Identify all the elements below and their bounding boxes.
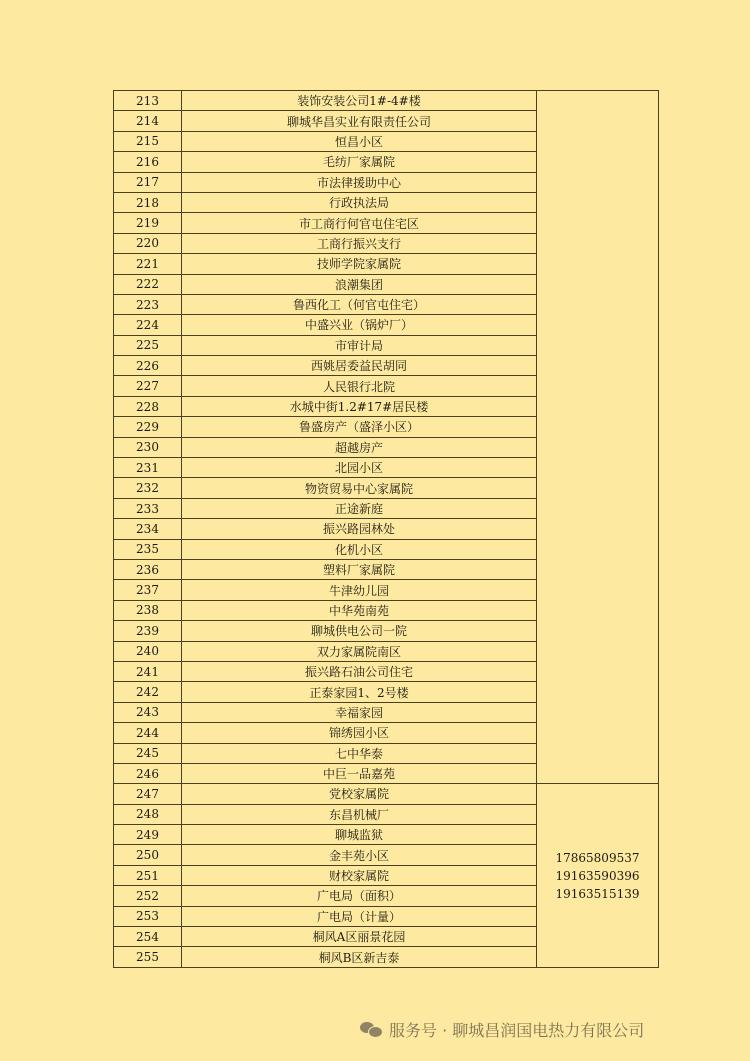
row-number: 230 [114,437,182,457]
unit-name: 市法律援助中心 [182,172,537,192]
row-number: 232 [114,478,182,498]
unit-name: 聊城华昌实业有限责任公司 [182,111,537,131]
wechat-icon [360,1020,382,1038]
unit-name: 正途新庭 [182,498,537,518]
row-number: 240 [114,641,182,661]
unit-name: 幸福家园 [182,702,537,722]
unit-name: 鲁盛房产（盛泽小区） [182,417,537,437]
unit-name: 市工商行何官屯住宅区 [182,213,537,233]
row-number: 226 [114,356,182,376]
table-row [114,784,659,804]
row-number: 247 [114,784,182,804]
unit-name: 振兴路园林处 [182,519,537,539]
unit-name: 超越房产 [182,437,537,457]
contact-cell-group-1 [537,91,659,784]
row-number: 227 [114,376,182,396]
row-number: 224 [114,315,182,335]
unit-name: 行政执法局 [182,192,537,212]
unit-name: 技师学院家属院 [182,254,537,274]
row-number: 216 [114,152,182,172]
unit-name: 人民银行北院 [182,376,537,396]
row-number: 228 [114,396,182,416]
row-number: 217 [114,172,182,192]
unit-name: 工商行振兴支行 [182,233,537,253]
unit-name: 财校家属院 [182,865,537,885]
unit-name: 市审计局 [182,335,537,355]
row-number: 213 [114,91,182,111]
heating-units-table [113,90,659,968]
unit-name: 广电局（计量） [182,906,537,926]
row-number: 236 [114,559,182,579]
unit-name: 聊城监狱 [182,825,537,845]
row-number: 246 [114,763,182,783]
row-number: 245 [114,743,182,763]
unit-name: 中巨一品嘉苑 [182,763,537,783]
unit-name: 中华苑南苑 [182,600,537,620]
unit-name: 恒昌小区 [182,131,537,151]
phone-number: 19163515139 [555,886,640,901]
row-number: 250 [114,845,182,865]
phone-number: 19163590396 [555,868,640,883]
row-number: 238 [114,600,182,620]
row-number: 243 [114,702,182,722]
row-number: 225 [114,335,182,355]
row-number: 242 [114,682,182,702]
row-number: 239 [114,621,182,641]
row-number: 235 [114,539,182,559]
row-number: 248 [114,804,182,824]
row-number: 222 [114,274,182,294]
contact-cell-group-2 [537,784,659,968]
unit-name: 浪潮集团 [182,274,537,294]
unit-name: 装饰安装公司1#-4#楼 [182,91,537,111]
unit-name: 七中华泰 [182,743,537,763]
unit-name: 双力家属院南区 [182,641,537,661]
table-row [114,91,659,111]
unit-name: 振兴路石油公司住宅 [182,661,537,681]
unit-name: 牛津幼儿园 [182,580,537,600]
unit-name: 塑料厂家属院 [182,559,537,579]
unit-name: 聊城供电公司一院 [182,621,537,641]
unit-name: 金丰苑小区 [182,845,537,865]
unit-name: 西姚居委益民胡同 [182,356,537,376]
footer-brand [360,1016,644,1042]
row-number: 219 [114,213,182,233]
row-number: 223 [114,294,182,314]
unit-name: 党校家属院 [182,784,537,804]
unit-name: 锦绣园小区 [182,723,537,743]
unit-name: 化机小区 [182,539,537,559]
row-number: 241 [114,661,182,681]
row-number: 251 [114,865,182,885]
unit-name: 物资贸易中心家属院 [182,478,537,498]
row-number: 229 [114,417,182,437]
row-number: 215 [114,131,182,151]
row-number: 218 [114,192,182,212]
row-number: 231 [114,458,182,478]
row-number: 252 [114,886,182,906]
unit-name: 鲁西化工（何官屯住宅） [182,294,537,314]
row-number: 233 [114,498,182,518]
unit-name: 桐风A区丽景花园 [182,927,537,947]
row-number: 237 [114,580,182,600]
unit-name: 东昌机械厂 [182,804,537,824]
row-number: 244 [114,723,182,743]
row-number: 249 [114,825,182,845]
unit-name: 广电局（面积） [182,886,537,906]
unit-name: 毛纺厂家属院 [182,152,537,172]
row-number: 254 [114,927,182,947]
footer-text: 服务号 · 聊城昌润国电热力有限公司 [389,1020,645,1040]
unit-name: 水城中街1.2#17#居民楼 [182,396,537,416]
row-number: 255 [114,947,182,967]
row-number: 214 [114,111,182,131]
row-number: 253 [114,906,182,926]
unit-name: 中盛兴业（锅炉厂） [182,315,537,335]
row-number: 220 [114,233,182,253]
unit-name: 桐风B区新吉泰 [182,947,537,967]
row-number: 234 [114,519,182,539]
row-number: 221 [114,254,182,274]
unit-name: 北园小区 [182,458,537,478]
unit-name: 正泰家园1、2号楼 [182,682,537,702]
phone-number: 17865809537 [555,850,640,865]
